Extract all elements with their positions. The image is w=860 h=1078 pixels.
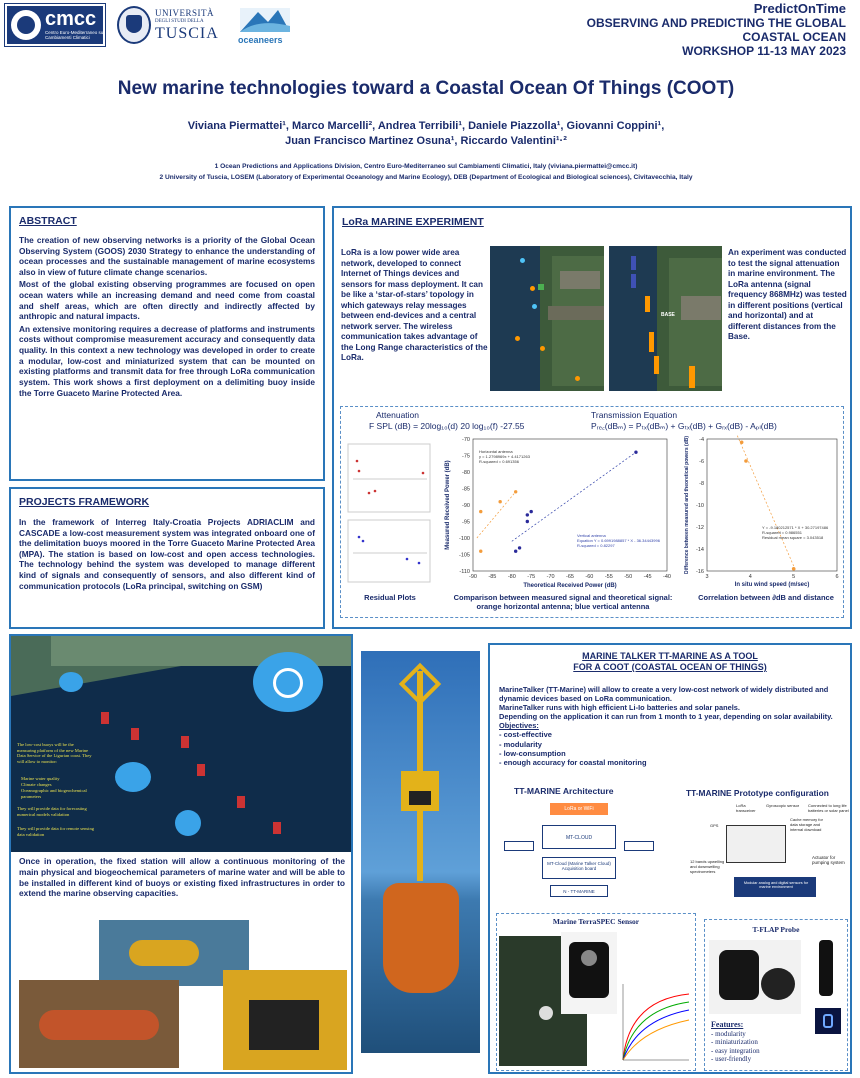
talker-panel [488, 643, 852, 1074]
feature-item: - user-friendly [711, 1055, 752, 1064]
overlay-text-3: They will provide data for remote sensing data validation [17, 826, 95, 837]
coast-illustration [11, 636, 351, 852]
buoy-panel-text: Once in operation, the fixed station will allow a continuous monitoring of the main physical and biogeochemical parameters of marine water and will be able to be installed in different kind of buoys or existing fixed infrastructures in order to extend the marine observing capacities. [19, 856, 345, 899]
transmission-equation: Pᵣₑ꜀(dBₘ) = Pₜₓ(dBₘ) + Gₜₓ(dB) + Gᵣₓ(dB) - Aₚₗ(dB) [591, 421, 777, 431]
map-base-label: BASE [661, 312, 675, 318]
proto-label: Cache memory for data storage and internal download [790, 817, 823, 832]
feature-item: - miniaturization [711, 1038, 758, 1047]
authors-line-1: Viviana Piermattei¹, Marco Marcelli², Andrea Terribili¹, Daniele Piazzolla¹, Giovanni Coppini¹, [187, 120, 665, 132]
proto-label: Actuator for pumping system [812, 855, 845, 865]
data-point [740, 441, 744, 445]
event-date: WORKSHOP 11-13 MAY 2023 [682, 44, 846, 58]
sailboat-icon [175, 810, 201, 836]
proto-label: Gyroscopic sensor [766, 803, 800, 808]
x-tick-label: -65 [566, 574, 574, 580]
x-tick-label: 6 [835, 574, 839, 580]
lora-map-2 [609, 246, 722, 391]
buoy-icon [131, 728, 139, 740]
framework-paragraph: In the framework of Interreg Italy-Croatia Projects ADRIACLIM and CASCADE a low-cost measurement system was integrated onboard one of the delimitation buoys moored in the Torre Guaceto Marine Protected Area (MPA). The station is based on low-cost and open access technologies. The technology behind the system was developed to manage different kind of signals and consequently of sensors, and also different kind of communication protocols (LoRa principal, switching on GSM) [19, 517, 315, 591]
event-block [486, 1, 846, 58]
orange-point [479, 550, 482, 553]
plot-area [707, 439, 837, 571]
correlation-caption: Correlation between ∂dB and distance [698, 593, 834, 602]
x-axis-label: Theoretical Received Power (dB) [523, 583, 617, 589]
lora-title: LoRa MARINE EXPERIMENT [342, 216, 484, 228]
terraspec-title: Marine TerraSPEC Sensor [552, 917, 640, 926]
overlay-list-item: Climate changes [21, 781, 52, 787]
arch-box-board: MT-Cloud (Marine Talker Cloud) Acquisition board [542, 857, 616, 879]
x-tick-label: -75 [527, 574, 536, 580]
blue-point [514, 550, 517, 553]
event-subtitle-2: COASTAL OCEAN [742, 30, 846, 44]
proto-label: GPS [710, 823, 719, 828]
poster-title: New marine technologies toward a Coastal Ocean Of Things (COOT) [117, 78, 735, 99]
buoy-icon [181, 736, 189, 748]
x-tick-label: -55 [604, 574, 613, 580]
correlation-chart [681, 433, 843, 593]
feature-item: - modularity [711, 1030, 746, 1038]
architecture-title: TT-MARINE Architecture [514, 786, 614, 796]
arch-box-lora: LoRa or WiFi [550, 803, 608, 815]
prototype-diagram [690, 803, 850, 903]
spectrum-chart [619, 980, 693, 1068]
blue-point [526, 520, 529, 523]
cmcc-logo-subtext: Centro Euro-Mediterraneo sui Cambiamenti Climatici [45, 30, 105, 40]
terraspec-photo-2 [561, 932, 617, 1014]
orange-point [514, 490, 517, 493]
abstract-paragraph-1: The creation of new observing networks is a priority of the Global Ocean Observing System (GOOS) 2030 Strategy to enhance the understanding of ocean processes and the sustainable management of marine ecosystems also in view of future climate change scenarios. [19, 235, 315, 277]
architecture-diagram [504, 801, 654, 901]
buoy-icon [197, 764, 205, 776]
residual-point [374, 490, 377, 493]
abstract-title: ABSTRACT [19, 215, 77, 227]
blue-point [526, 513, 529, 516]
attenuation-equation: F SPL (dB) = 20log₁₀(d) 20 log₁₀(f) -27.55 [369, 421, 525, 431]
globe-icon [273, 668, 303, 698]
affiliation-2: 2 University of Tuscia, LOSEM (Laboratory of Experimental Oceanology and Marine Ecology), DEB (Department of Ecological and Biological sciences), Civitavecchia, Italy [159, 174, 693, 181]
objective-item: - low-consumption [499, 748, 566, 758]
legend-blue-eq: Equation Y = 0.6991988857 * X - 36.34443996 [577, 538, 660, 543]
lora-panel [332, 206, 852, 629]
x-tick-label: -90 [469, 574, 477, 580]
x-tick-label: -45 [643, 574, 652, 580]
fit-equation: Y = -9.180212571 * X + 30.27197486 [762, 525, 829, 530]
y-axis-label: Measured Received Power (dB) [445, 460, 451, 550]
legend-orange: Horizontal antenna [479, 449, 513, 454]
blue-point [518, 546, 521, 549]
orange-point [498, 500, 501, 503]
lora-charts-box [340, 406, 844, 618]
framework-panel [9, 487, 325, 629]
residual-point [418, 562, 421, 565]
legend-blue-r2: R-squared = 0.82297 [577, 543, 615, 548]
fit-r-squared: R-squared = 0.986551 [762, 530, 802, 535]
objectives-title: Objectives: [499, 721, 539, 731]
legend-orange-eq: y = 1.2798969x + 4.4171263 [479, 454, 530, 459]
legend-orange-r2: R-squared = 0.691356 [479, 459, 519, 464]
buoy-panel [9, 634, 353, 1074]
lora-experiment-description: An experiment was conducted to test the signal attenuation in marine environment. The LoRa antenna (signal frequency 868MHz) was tested in different positions (vertical and horizontal) and at different distances from the Base. [728, 248, 847, 341]
talker-title-2: FOR A COOT (COASTAL OCEAN OF THINGS) [573, 662, 767, 672]
tflap-title: T-FLAP Probe [752, 925, 800, 934]
features-title: Features: [711, 1020, 744, 1029]
objective-item: - cost-effective [499, 730, 552, 740]
comparison-caption: Comparison between measured signal and theoretical signal: orange horizontal antenna; blue vertical antenna [453, 593, 673, 611]
tuscia-line3: TUSCIA [155, 25, 219, 42]
x-axis-label: In situ wind speed (m/sec) [734, 582, 810, 588]
abstract-panel [9, 206, 325, 481]
talker-paragraph-1: MarineTalker (TT-Marine) will allow to create a very low-cost network of widely distributed and dynamic devices based on LoRa communication. [499, 685, 829, 704]
buoy-photo [361, 651, 480, 1053]
terraspec-box [496, 913, 696, 1071]
data-point [792, 567, 796, 571]
residual-plot-bottom [347, 519, 431, 583]
overlay-text-2: They will provide data for forecasting numerical models validation [17, 806, 87, 817]
x-tick-label: -85 [488, 574, 497, 580]
objective-item: - modularity [499, 739, 542, 749]
x-tick-label: 5 [792, 574, 796, 580]
framework-title: PROJECTS FRAMEWORK [19, 496, 150, 508]
y-tick-label: -85 [462, 486, 470, 493]
y-tick-label: -8 [699, 481, 704, 487]
transmission-title: Transmission Equation [591, 410, 678, 420]
x-tick-label: 4 [748, 574, 752, 580]
overlay-list-item: Marine water quality [21, 776, 60, 781]
legend-blue: Vertical antenna [577, 533, 606, 538]
y-tick-label: -105 [458, 552, 470, 559]
x-tick-label: -70 [546, 574, 555, 580]
y-tick-label: -75 [462, 453, 470, 460]
residual-point [356, 460, 359, 463]
x-tick-label: -40 [663, 574, 671, 580]
buoy-icon [273, 822, 281, 834]
x-tick-label: 3 [705, 574, 709, 580]
proto-label: Connected to long life batteries or solar panel [808, 803, 849, 813]
y-tick-label: -95 [462, 519, 470, 526]
buoy-icon [101, 712, 109, 724]
residual-caption: Residual Plots [364, 593, 416, 602]
residual-point [362, 540, 365, 543]
event-subtitle-1: OBSERVING AND PREDICTING THE GLOBAL [586, 16, 846, 30]
residual-point [406, 558, 409, 561]
arch-box-node: N - TT-MARINE [550, 885, 608, 897]
cmcc-logo-text: cmcc [45, 8, 97, 30]
residual-point [358, 536, 361, 539]
overlay-list-item: Oceanographic and biogeochemical parameters [21, 787, 87, 799]
prototype-title: TT-MARINE Prototype configuration [686, 788, 829, 798]
orange-point [479, 510, 482, 513]
talker-paragraph-3: Depending on the application it can run from 1 month to 1 year, depending on solar availability. [499, 712, 833, 722]
y-tick-label: -90 [462, 503, 470, 509]
y-tick-label: -80 [462, 470, 470, 476]
arch-box-cloud: MT-CLOUD [542, 825, 616, 849]
y-tick-label: -70 [462, 437, 470, 443]
residual-plot-top [347, 443, 431, 513]
feature-item: - easy integration [711, 1046, 760, 1055]
cloud-icon [115, 762, 151, 792]
overlay-text-1: The low-cost buoys will be the measuring platform of the new Marine Data Service of the Ligurian coast. They will allow to monitor: [17, 742, 92, 765]
y-tick-label: -100 [458, 536, 470, 542]
y-tick-label: -16 [696, 569, 704, 575]
y-tick-label: -4 [699, 437, 704, 443]
oceaneers-wave-icon [238, 4, 293, 36]
proto-label: LoRa transceiver [736, 803, 756, 813]
talker-title-1: MARINE TALKER TT-MARINE AS A TOOL [582, 651, 758, 661]
affiliation-1: 1 Ocean Predictions and Applications Division, Centro Euro-Mediterraneo sul Cambiamenti Climatici, Italy (viviana.piermattei@cmcc.it) [214, 163, 638, 170]
fit-residual: Residual mean square = 3.043518 [762, 535, 824, 540]
tuscia-logo [117, 4, 229, 46]
y-axis-label: Difference between measured and theoretical powers (dB) [684, 435, 690, 575]
tuscia-line1: UNIVERSITÀ [155, 8, 214, 18]
comparison-chart [441, 433, 673, 593]
y-tick-label: -110 [459, 569, 470, 575]
authors-line-2: Juan Francisco Martinez Osuna¹, Riccardo Valentini¹·² [285, 135, 567, 147]
cloud-icon [59, 672, 83, 692]
abstract-paragraph-2: Most of the global existing observing programmes are focused on open ocean waters while an increasing demand and need come from coastal and shelf areas, which are often directly and indirectly affected by anthropic and natural impacts. [19, 279, 315, 322]
y-tick-label: -6 [699, 459, 704, 465]
x-tick-label: -60 [585, 574, 594, 580]
x-tick-label: -50 [624, 574, 633, 580]
data-point [744, 459, 748, 463]
cmcc-logo [5, 4, 105, 46]
blue-point [634, 451, 637, 454]
tflap-photo-2 [807, 940, 845, 996]
objective-item: - enough accuracy for coastal monitoring [499, 758, 647, 768]
proto-label: 12 bands upwelling and downwelling spectrometers [690, 859, 725, 874]
talker-paragraph-2: MarineTalker runs with high efficient Li-Io batteries and solar panels. [499, 703, 740, 713]
residual-point [422, 472, 425, 475]
tuscia-line2: DEGLI STUDI DELLA [155, 19, 204, 24]
proto-label: Modular analog and digital sensors for marine environment [743, 881, 809, 889]
y-tick-label: -14 [696, 547, 704, 553]
tflap-box [704, 919, 848, 1071]
attenuation-title: Attenuation [376, 410, 420, 420]
abstract-paragraph-3: An extensive monitoring requires a decrease of platforms and instruments costs without compromise measurement accuracy and consequently data quality. In this context a new technology was developed in order to create a modular, low-cost and miniaturized system that can be mounted on existing platforms and transmit data for free through LoRa communication system. This work shows a first deployment on a delimiting buoy inside the Torre Guaceto Marine Protected Area. [19, 323, 315, 398]
lora-description: LoRa is a low power wide area network, developed to connect Internet of Things devices and sensors for mass deployment. It can be like a ‘star-of-stars’ topology in which gateways relay messages between end-devices and a central network server. The wireless communication takes advantage of the Long Range characteristics of the LoRa. [341, 248, 488, 362]
tflap-photo-1 [709, 940, 801, 1014]
y-tick-label: -10 [696, 503, 704, 509]
oceaneers-logo [238, 4, 293, 46]
tflap-photo-3 [815, 1008, 841, 1034]
y-tick-label: -12 [696, 525, 704, 531]
residual-point [368, 492, 371, 495]
blue-point [530, 510, 533, 513]
buoy-icon [237, 796, 245, 808]
station-photo-2 [19, 980, 179, 1068]
event-name: PredictOnTime [753, 1, 846, 16]
x-tick-label: -80 [507, 574, 516, 580]
residual-point [358, 470, 361, 473]
oceaneers-text: oceaneers [238, 35, 283, 45]
station-photo-3 [223, 970, 347, 1070]
lora-map-1 [490, 246, 604, 391]
